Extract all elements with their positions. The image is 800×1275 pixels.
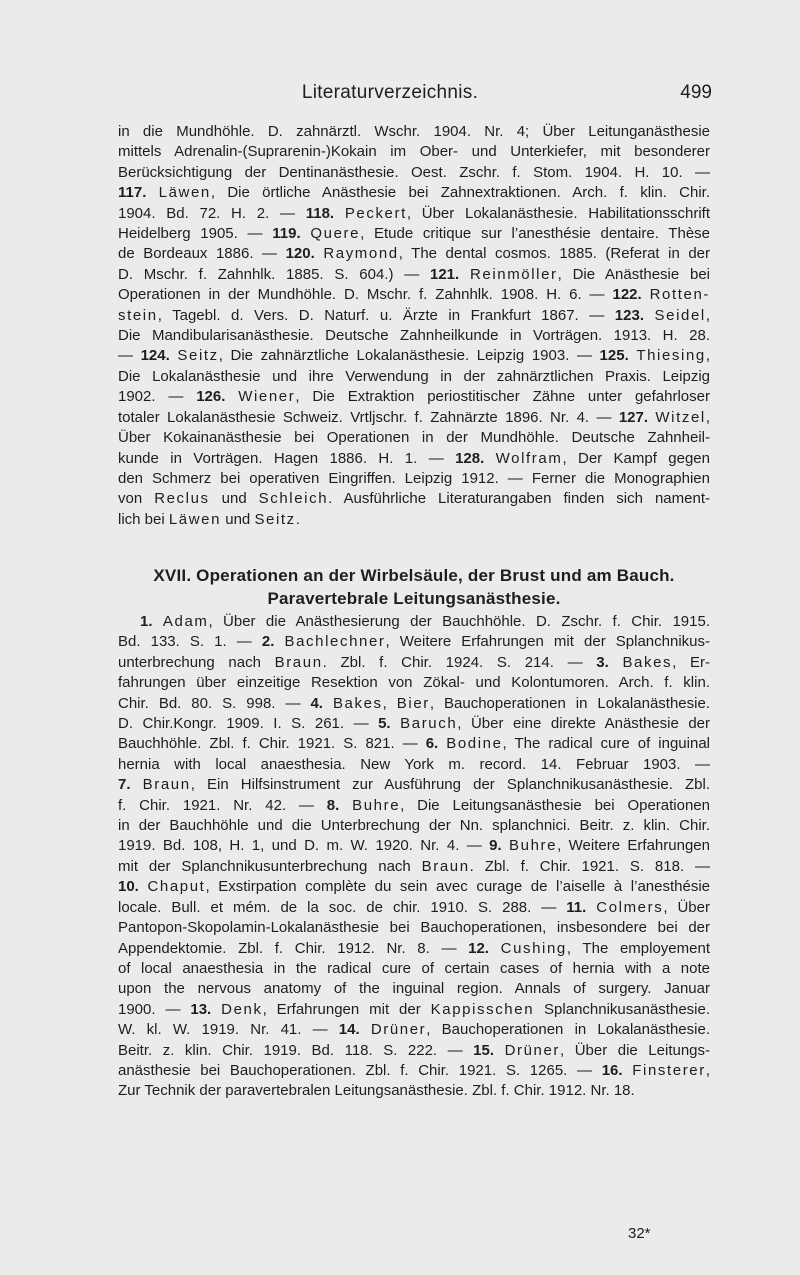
text-run: . Zbl. f. Chir. 1924. S. 214. — [322, 653, 597, 671]
text-line [118, 306, 710, 326]
text-run [494, 1042, 505, 1059]
text-run: , Er- [672, 653, 710, 671]
text-line [118, 796, 710, 816]
text-run [225, 388, 238, 405]
author-name: Finsterer [632, 1061, 706, 1079]
text-line [118, 183, 710, 203]
author-name: Chaput [147, 878, 206, 896]
author-name: Peckert [344, 204, 407, 222]
text-line [118, 510, 710, 530]
text-run [339, 797, 352, 814]
text-run: , Weitere Erfahrungen mit der Splanchnikus- [385, 633, 711, 651]
entry-number: 9. [489, 837, 502, 855]
text-run: D. Mschr. f. Zahnhlk. 1885. S. 604.) — [118, 265, 430, 283]
text-run: , Über die Leitungs- [560, 1041, 711, 1059]
text-line [118, 734, 710, 754]
entry-number: 13. [190, 1000, 212, 1018]
text-run: de Bordeaux 1886. — [118, 245, 286, 263]
text-run: Zur Technik der paravertebralen Leitungsanästhesie. Zbl. f. Chir. 1912. Nr. 18. [118, 1082, 635, 1100]
author-name: Thiesing [636, 347, 706, 365]
entry-number: 15. [473, 1041, 495, 1059]
text-run [211, 1001, 221, 1018]
text-run: , Exstirpation complète du sein avec curage de l’aiselle à l’anesthésie [205, 878, 711, 896]
text-run [334, 205, 345, 222]
text-run: und [221, 510, 255, 528]
text-run: , Die Extraktion periostitischer Zähne unter gefahrloser [295, 388, 710, 406]
text-run: unterbrechung nach [118, 653, 275, 671]
text-line [118, 898, 710, 918]
text-line [118, 428, 710, 448]
text-run: 1904. Bd. 72. H. 2. — [118, 204, 306, 222]
text-run: , Über [663, 898, 710, 916]
text-run: hernia with local anaesthesia. New York m. record. 14. Februar 1903. — [118, 755, 710, 773]
author-name: Reclus [154, 490, 210, 508]
text-line [118, 1081, 710, 1101]
text-run [502, 837, 509, 854]
text-run: D. Chir.Kongr. 1909. I. S. 261. — [118, 715, 379, 733]
entry-number: 123. [614, 306, 644, 324]
author-name: Bakes [332, 694, 383, 712]
text-run: , The employement [566, 939, 710, 957]
text-run: Pantopon-Skopolamin-Lokalanästhesie bei Bauchoperationen, insbesondere bei der [118, 919, 710, 937]
author-name: Schleich [258, 490, 329, 508]
entry-number: 1. [140, 613, 153, 630]
text-line [118, 408, 710, 428]
text-line [118, 653, 710, 673]
text-run [274, 633, 284, 650]
text-run [489, 940, 501, 957]
text-line [118, 632, 710, 652]
author-name: Buhre [509, 837, 558, 855]
entry-number: 8. [326, 796, 340, 814]
text-run: , [705, 306, 711, 324]
text-run: , [705, 408, 710, 426]
text-run: Über Kokainanästhesie bei Operationen in der Mundhöhle. Deutsche Zahnheil- [118, 429, 710, 447]
entry-number: 5. [378, 715, 391, 733]
text-run: Heidelberg 1905. — [118, 225, 273, 243]
entry-number: 125. [599, 347, 629, 365]
author-name: Läwen [168, 510, 222, 528]
text-run: mit der Splanchnikusunterbrechung nach [118, 857, 422, 875]
section-title: XVII. Operationen an der Wirbelsäule, der Brust und am Bauch. [153, 566, 675, 585]
author-name: Reinmöller [469, 265, 558, 283]
text-run: Bauchhöhle. Zbl. f. Chir. 1921. S. 821. — [118, 735, 426, 753]
text-line [118, 163, 710, 183]
text-run: , Der Kampf gegen [562, 449, 710, 467]
author-name: Seitz [254, 510, 296, 528]
printer-signature: 32* [628, 1225, 651, 1242]
author-name: Bodine [446, 735, 503, 753]
entry-number: 126. [196, 388, 226, 406]
text-line [118, 918, 710, 938]
author-name: Kappisschen [430, 1000, 535, 1018]
text-run: , The dental cosmos. 1885. (Referat in der [398, 245, 711, 263]
text-run: Chir. Bd. 80. S. 998. — [118, 694, 311, 712]
entry-number: 16. [601, 1061, 623, 1079]
entry-number: 121. [429, 265, 460, 283]
author-name: Seidel [654, 306, 706, 324]
text-run: , Über die Anästhesierung der Bauchhöhle. D. Zschr. f. Chir. 1915. [208, 613, 711, 630]
text-run [623, 1062, 633, 1079]
author-name: Quere [310, 225, 361, 243]
text-run: W. kl. W. 1919. Nr. 41. — [118, 1021, 339, 1039]
entry-number: 124. [140, 347, 170, 365]
text-line [118, 265, 710, 285]
author-name: Rotten- [649, 286, 711, 304]
entry-number: 117. [118, 184, 147, 202]
text-line [118, 836, 710, 856]
entry-number: 127. [618, 408, 649, 426]
author-name: Colmers [596, 898, 664, 916]
text-run: , Bauchoperationen in Lokalanästhesie. [426, 1021, 710, 1039]
entry-number: 12. [468, 939, 489, 957]
text-run: und [209, 490, 259, 508]
text-run: f. Chir. 1921. Nr. 42. — [118, 796, 327, 814]
text-line [118, 326, 710, 346]
author-name: Drüner [370, 1021, 427, 1039]
text-run: mittels Adrenalin-(Suprarenin-)Kokain im Ober- und Unterkiefer, mit besonderer [118, 143, 710, 161]
text-line [118, 714, 710, 734]
text-line [118, 244, 710, 264]
author-name: Wolfram [495, 449, 563, 467]
text-run [644, 307, 655, 324]
text-run: , Tagebl. d. Vers. D. Naturf. u. Ärzte in Frankfurt 1867. — [157, 306, 615, 324]
text-run: anästhesie bei Bauchoperationen. Zbl. f. Chir. 1921. S. 1265. — [118, 1061, 602, 1079]
entry-number: 122. [612, 286, 642, 304]
text-run: , Bauchoperationen in Lokalanästhesie. [429, 694, 710, 712]
text-run: Berücksichtigung der Dentinanästhesie. Oest. Zschr. f. Stom. 1904. H. 10. — [118, 163, 710, 181]
author-name: Denk [221, 1000, 263, 1018]
text-line [118, 469, 710, 489]
text-run: . [295, 510, 300, 528]
entry-number: 120. [285, 245, 315, 263]
text-run [146, 184, 158, 201]
text-run [131, 776, 143, 793]
text-run: , The radical cure of inguinal [502, 735, 710, 753]
text-run: totaler Lokalanästhesie Schweiz. Vrtljschr. f. Zahnärzte 1896. Nr. 4. — [118, 408, 619, 426]
text-run: , Weitere Erfahrungen [557, 837, 710, 855]
text-run: lich bei [118, 510, 169, 528]
author-name: Läwen [158, 184, 211, 202]
text-run [609, 654, 623, 671]
text-run [360, 1021, 371, 1038]
text-run: , Die Anästhesie bei [557, 265, 711, 283]
text-run: locale. Bull. et mém. de la soc. de chir. 1910. S. 288. — [118, 898, 567, 916]
text-run: 1900. — [118, 1000, 191, 1018]
running-title: Literaturverzeichnis. [301, 82, 479, 103]
author-name: Seitz [177, 347, 219, 365]
text-run [484, 450, 495, 467]
text-run: , Die örtliche Anästhesie bei Zahnextraktionen. Arch. f. klin. Chir. [210, 184, 710, 202]
author-name: Wiener [238, 388, 296, 406]
text-run: Beitr. z. klin. Chir. 1919. Bd. 118. S. 222. — [118, 1041, 474, 1059]
text-run [391, 715, 401, 732]
author-name: stein [118, 306, 158, 324]
text-run: , Die Leitungsanästhesie bei Operationen [400, 796, 710, 814]
entry-number: 11. [566, 898, 587, 916]
text-line [118, 142, 710, 162]
section-subtitle: Paravertebrale Leitungsanästhesie. [267, 589, 561, 608]
text-line [118, 1061, 710, 1081]
text-run: , Etude critique sur l’anesthésie dentaire. Thèse [360, 225, 710, 243]
text-run: Die Mandibularisanästhesie. Deutsche Zahnheilkunde in Vorträgen. 1913. H. 28. [118, 327, 710, 345]
entry-number: 4. [310, 694, 323, 712]
text-run: — [118, 347, 141, 365]
entry-number: 128. [455, 449, 485, 467]
author-name: Cushing [500, 939, 567, 957]
text-run: Operationen in der Mundhöhle. D. Mschr. f. Zahnhlk. 1908. H. 6. — [118, 286, 613, 304]
text-run: von [118, 490, 155, 508]
author-name: Bachlechner [284, 633, 386, 651]
author-name: Braun [421, 857, 470, 875]
text-run: 1902. — [118, 388, 197, 406]
text-line [118, 979, 710, 999]
author-name: Bier [396, 694, 430, 712]
author-name: Buhre [352, 796, 401, 814]
text-run [586, 899, 596, 916]
page-number: 499 [680, 82, 712, 103]
text-line [118, 204, 710, 224]
author-name: Drüner [504, 1041, 561, 1059]
text-line [118, 816, 710, 836]
entry-number: 2. [261, 633, 275, 651]
text-run: kunde in Vorträgen. Hagen 1886. H. 1. — [118, 449, 456, 467]
author-name: Braun [142, 776, 191, 794]
text-run: in der Bauchhöhle und die Unterbrechung der Nn. splanchnici. Beitr. z. klin. Chir. [118, 817, 710, 835]
text-run: Appendektomie. Zbl. f. Chir. 1912. Nr. 8. — [118, 939, 469, 957]
text-run: of local anaesthesia in the radical cure of certain cases of hernia with a note [118, 959, 710, 977]
text-line [118, 1041, 710, 1061]
text-line [118, 224, 710, 244]
text-line [118, 959, 710, 979]
text-line [118, 612, 710, 632]
text-run [153, 613, 163, 630]
text-run: upon the nervous anatomy of the inguinal region. Annals of surgery. Januar [118, 980, 710, 998]
text-run: , Ein Hilfsinstrument zur Ausführung der Splanchnikusanästhesie. Zbl. [190, 776, 710, 794]
text-line [118, 877, 710, 897]
running-head [0, 82, 800, 110]
text-line [118, 857, 710, 877]
text-line [118, 449, 710, 469]
text-line [118, 122, 710, 142]
text-run: fahrungen über einzeitige Resektion von Zökal- und Kolontumoren. Arch. f. klin. [118, 674, 710, 692]
text-run: , [705, 347, 711, 365]
entry-number: 119. [272, 225, 301, 243]
text-line [118, 489, 710, 509]
entry-number: 6. [425, 735, 439, 753]
text-line [118, 387, 710, 407]
text-run [301, 225, 311, 242]
author-name: Witzel [655, 408, 706, 426]
section-heading [118, 564, 710, 610]
text-run: , Erfahrungen mit der [262, 1000, 431, 1018]
entry-number: 118. [305, 204, 335, 222]
text-run: Splanchnikusanästhesie. [534, 1000, 710, 1018]
text-line [118, 1020, 710, 1040]
text-run: 1919. Bd. 108, H. 1, und D. m. W. 1920. Nr. 4. — [118, 837, 490, 855]
text-line [118, 939, 710, 959]
text-line [118, 694, 710, 714]
text-line [118, 673, 710, 693]
text-run [323, 695, 333, 712]
author-name: Bakes [622, 653, 673, 671]
text-run: Bd. 133. S. 1. — [118, 633, 262, 651]
text-run: in die Mundhöhle. D. zahnärztl. Wschr. 1904. Nr. 4; Über Leitunganästhesie [118, 123, 710, 140]
entry-number: 14. [338, 1021, 360, 1039]
text-line [118, 346, 710, 366]
text-run [459, 266, 470, 283]
text-line [118, 775, 710, 795]
text-run: den Schmerz bei operativen Eingriffen. Leipzig 1912. — Ferner die Monographien [118, 469, 710, 487]
text-run: , [705, 1061, 711, 1079]
text-line [118, 285, 710, 305]
text-run: , Über Lokalanästhesie. Habilitationsschrift [406, 204, 710, 222]
text-run: . Zbl. f. Chir. 1921. S. 818. — [469, 857, 710, 875]
text-run: , [382, 694, 397, 712]
text-run: , Über eine direkte Anästhesie der [457, 715, 711, 733]
bibliography-continued [118, 122, 710, 530]
text-line [118, 1000, 710, 1020]
author-name: Braun [274, 653, 323, 671]
author-name: Adam [162, 613, 209, 630]
text-line [118, 367, 710, 387]
bibliography-section [118, 612, 710, 1102]
entry-number: 7. [118, 776, 131, 794]
text-line [118, 755, 710, 775]
author-name: Baruch [400, 715, 458, 733]
entry-number: 3. [596, 653, 609, 671]
entry-number: 10. [118, 878, 139, 896]
text-run: Die Lokalanästhesie und ihre Verwendung in der zahnärztlichen Praxis. Leipzig [118, 367, 710, 385]
text-run [642, 286, 650, 303]
text-run: . Ausführliche Literaturangaben finden sich nament- [328, 490, 710, 508]
author-name: Raymond [323, 245, 399, 263]
text-run: , Die zahnärztliche Lokalanästhesie. Leipzig 1903. — [218, 347, 600, 365]
